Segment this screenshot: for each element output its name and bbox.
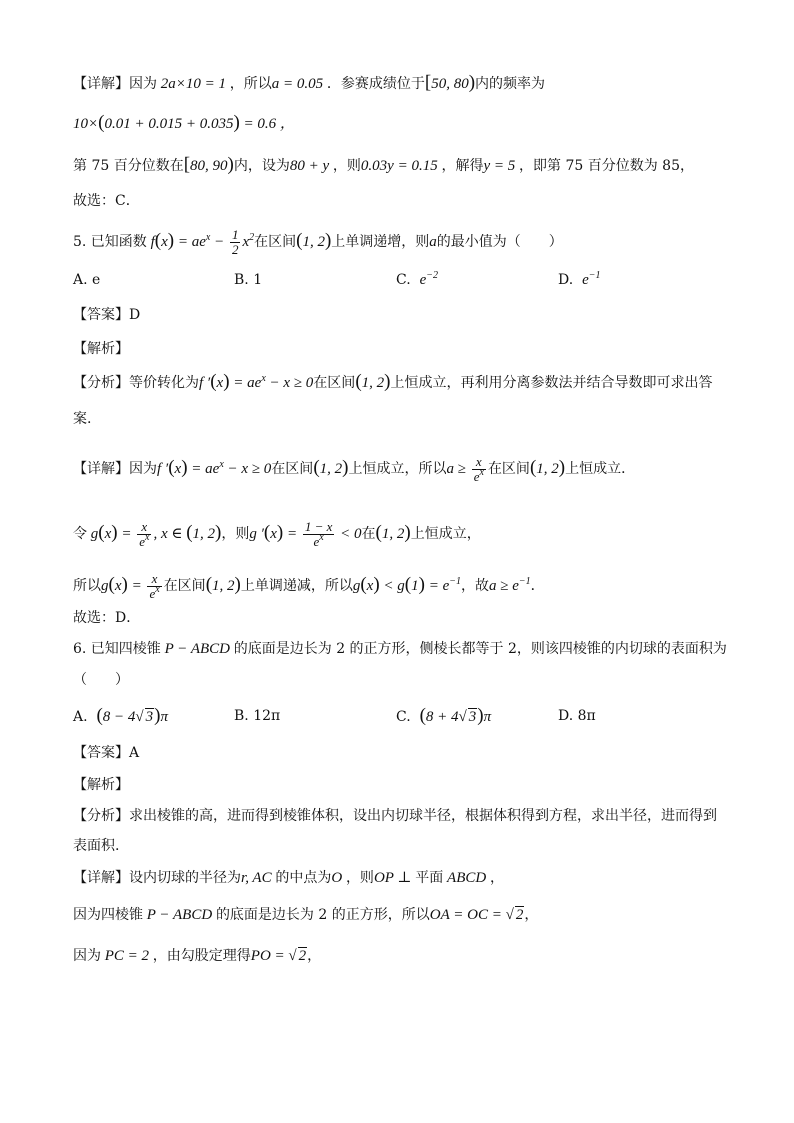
- answer-value: D: [129, 307, 141, 323]
- q5-detail-line-3: [73, 572, 545, 601]
- option-label: C.: [396, 709, 411, 725]
- math: a ≥ $\frac{x}{e^x}$: [446, 454, 484, 484]
- q6-option-c: C. (8 + 4√ 3)π: [396, 705, 492, 726]
- text: 等价转化为: [129, 375, 199, 391]
- text: ，: [489, 870, 504, 886]
- text: 在区间: [313, 375, 356, 391]
- detail-tag: 【详解】: [73, 870, 129, 886]
- option-label: A.: [73, 709, 88, 725]
- text: ．参赛成绩位于: [326, 76, 425, 92]
- text: 在区间: [487, 460, 530, 477]
- answer-tag: 【答案】: [73, 307, 129, 323]
- math: (1, 2): [355, 371, 391, 392]
- text: 因为: [129, 76, 157, 92]
- math: (1, 2): [529, 456, 566, 478]
- text: 的底面是边长为 2 的正方形，所以: [215, 907, 430, 923]
- math: a: [429, 233, 437, 250]
- option-label: C.: [396, 272, 411, 288]
- text: ，则: [332, 158, 361, 174]
- text: 的中点为: [275, 870, 332, 886]
- text: ，则: [345, 870, 374, 886]
- text: ，故: [460, 577, 489, 594]
- math: 80 + y: [289, 158, 330, 174]
- text: 求出棱锥的高，进而得到棱锥体积，设出内切球半径，根据体积得到方程，求出半径，进而得到: [129, 808, 717, 824]
- text: 上单调递减，所以: [240, 577, 353, 594]
- q6-stem-cont: （ ）: [73, 672, 129, 688]
- q5-detail-line-2: [73, 520, 481, 549]
- text: 因为: [73, 948, 101, 964]
- math: a = 0.05: [271, 76, 327, 92]
- math: (1, 2): [375, 521, 411, 543]
- q4-frequency-line: [73, 113, 295, 134]
- text: 上恒成立，所以: [348, 460, 447, 477]
- math: g ′(x) = $\frac{1 - x}{e^x}$ < 0: [249, 519, 362, 549]
- math: (1, 2): [313, 456, 349, 478]
- q6-stem: [73, 639, 727, 659]
- q5-detail-line-1: [73, 455, 635, 484]
- math: g(x) = $\frac{x}{e^x}$ , x ∈ (1, 2): [90, 519, 222, 549]
- q4-percentile-line: [73, 155, 694, 176]
- answer-value: A: [129, 745, 140, 761]
- text: 5. 已知函数: [73, 233, 147, 250]
- math: (1, 2): [205, 573, 241, 595]
- text: 的底面是边长为 2 的正方形，侧棱长都等于 2，则该四棱锥的内切球的表面积为: [233, 641, 727, 657]
- q5-analysis-tag: 【解析】: [73, 341, 129, 357]
- q6-option-a: A. (8 − 4√ 3)π: [73, 705, 168, 726]
- q5-option-b: B. 1: [234, 272, 263, 288]
- math: f $'(x) = ae^x - x \ge 0$: [199, 371, 314, 392]
- text: ，: [307, 948, 322, 964]
- q6-answer-line: [73, 743, 139, 763]
- math: y = 5: [483, 158, 520, 174]
- math: (1, 2): [296, 229, 332, 251]
- text: 令: [73, 525, 87, 542]
- text: ，所以: [229, 76, 272, 92]
- text: 平面: [415, 870, 444, 886]
- q4-choice: 故选：C．: [73, 193, 140, 209]
- q5-fenxi-cont: 案.: [73, 411, 92, 427]
- text: ，: [524, 907, 539, 923]
- q6-analysis-tag: 【解析】: [73, 777, 129, 793]
- math: PO = √ 2: [250, 948, 307, 964]
- text: ，则: [221, 525, 250, 542]
- text: 在区间: [254, 233, 297, 250]
- math: 10×(0.01 + 0.015 + 0.035) = 0.6 ，: [73, 112, 295, 133]
- q5-option-c: C. $e^{-2}$: [396, 270, 438, 288]
- math: OA = OC = √ 2: [429, 907, 524, 923]
- text: 在: [361, 525, 376, 542]
- text: ，由勾股定理得: [152, 948, 251, 964]
- q5-fenxi-line: [73, 372, 712, 393]
- answer-tag: 【答案】: [73, 745, 129, 761]
- text: 上恒成立，: [410, 525, 481, 542]
- q6-fenxi-cont: 表面积.: [73, 838, 120, 854]
- text: 在区间: [163, 577, 206, 594]
- text: 6. 已知四棱锥: [73, 641, 161, 657]
- math: [50, 80): [424, 72, 476, 93]
- q5-answer-line: [73, 305, 140, 325]
- math: g(x) = $\frac{x}{e^x}$: [101, 571, 160, 601]
- math: [80, 90): [183, 154, 234, 175]
- q6-detail-line-1: [73, 868, 504, 888]
- text: ，即第 75 百分位数为 85，: [519, 158, 694, 174]
- text: 内的频率为: [475, 76, 546, 92]
- text: 第 75 百分位数在: [73, 158, 184, 174]
- text: 内，设为: [233, 158, 290, 174]
- q6-detail-line-2: [73, 905, 538, 925]
- text: 的最小值为（ ）: [436, 233, 563, 250]
- math: 2a×10 = 1: [157, 76, 230, 92]
- detail-tag: 【详解】: [73, 460, 129, 477]
- q6-detail-line-3: [73, 946, 321, 966]
- math: $g(x) < g(1) = e^{-1}$: [352, 573, 461, 595]
- math: P − ABCD: [146, 907, 213, 923]
- math: ABCD: [447, 870, 487, 886]
- math: PC = 2: [104, 948, 153, 964]
- q6-option-d: D. 8π: [558, 708, 596, 724]
- text: 因为: [129, 460, 157, 477]
- math: P − ABCD: [164, 641, 230, 657]
- text: 因为四棱锥: [73, 907, 143, 923]
- q5-option-a: A. e: [73, 272, 101, 288]
- math: r, AC: [241, 870, 272, 886]
- text: 上单调递增，则: [331, 233, 430, 250]
- fenxi-tag: 【分析】: [73, 808, 129, 824]
- q6-option-b: B. 12π: [234, 708, 281, 724]
- math: f $'(x) = ae^x - x \ge 0$: [157, 456, 272, 478]
- math: $f(x) = ae^x$ − $\frac{1}{2}$ $x^2$: [150, 227, 255, 257]
- text: 设内切球的半径为: [129, 870, 241, 886]
- q5-choice: 故选：D．: [73, 610, 141, 626]
- q5-option-d: D. $e^{-1}$: [558, 270, 601, 288]
- option-label: D.: [558, 272, 574, 288]
- fenxi-tag: 【分析】: [73, 375, 129, 391]
- detail-tag: 【详解】: [73, 76, 129, 92]
- math: O: [331, 870, 343, 886]
- q6-fenxi-line: [73, 806, 717, 826]
- math: OP ⊥: [373, 870, 416, 886]
- text: 在区间: [271, 460, 314, 477]
- text: ．: [530, 577, 545, 594]
- text: 上恒成立．: [565, 460, 636, 477]
- text: ，解得: [441, 158, 484, 174]
- text: 所以: [73, 577, 101, 594]
- text: 上恒成立，再利用分离参数法并结合导数即可求出答: [390, 375, 713, 391]
- q5-stem: [73, 228, 563, 257]
- math: 0.03y = 0.15: [360, 158, 442, 174]
- math: $a \ge e^{-1}$: [488, 575, 531, 594]
- q4-detail-line: [73, 73, 545, 94]
